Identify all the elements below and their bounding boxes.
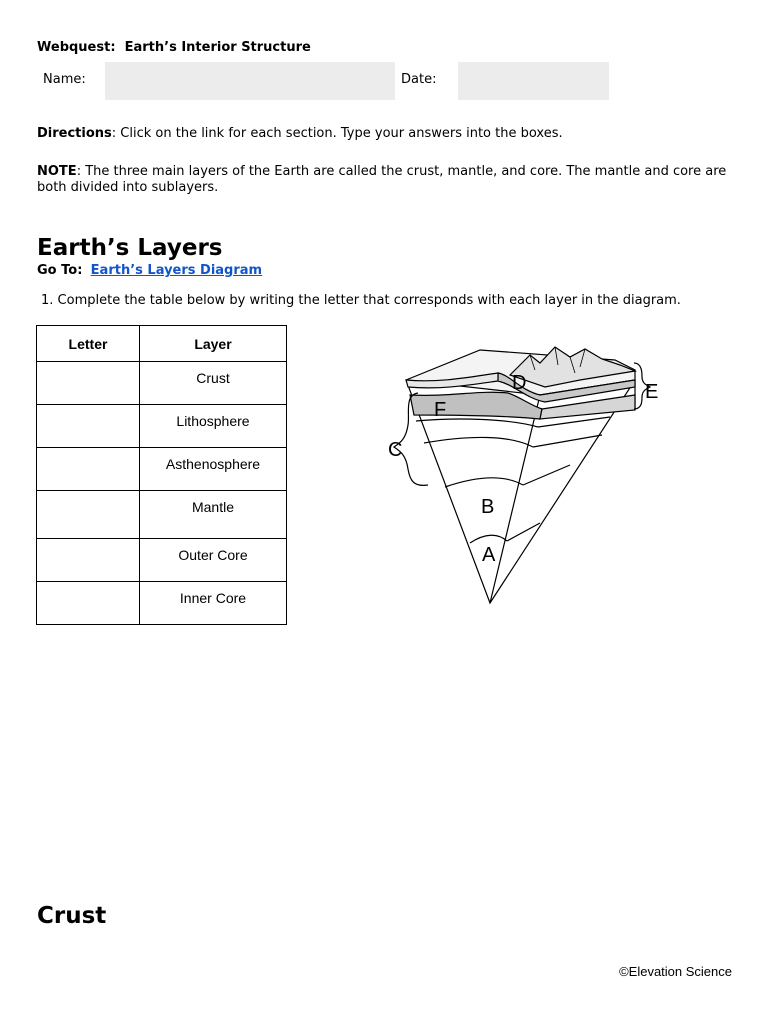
diagram-label-f: F	[434, 399, 447, 421]
note: NOTE: The three main layers of the Earth are called the crust, mantle, and core. The mantle and core are both divided into sublayers.	[37, 164, 727, 195]
column-header-letter: Letter	[37, 326, 140, 362]
diagram-label-c: C	[388, 439, 403, 461]
table-row	[37, 362, 287, 405]
table-row	[37, 539, 287, 582]
diagram-label-d: D	[512, 372, 527, 394]
worksheet-title: Webquest: Earth’s Interior Structure	[37, 40, 311, 55]
table-header-row	[37, 326, 287, 362]
letter-answer-cell[interactable]	[37, 491, 140, 539]
table-row	[37, 582, 287, 625]
mantle-line-2-right	[533, 435, 602, 447]
table-row	[37, 491, 287, 539]
goto-line: Go To: Earth’s Layers Diagram	[37, 263, 263, 278]
table-row	[37, 405, 287, 448]
outer-core-boundary	[445, 478, 523, 487]
directions: Directions: Click on the link for each section. Type your answers into the boxes.	[37, 126, 563, 141]
date-label: Date:	[401, 72, 437, 87]
name-label: Name:	[43, 72, 86, 87]
diagram-label-a: A	[482, 544, 496, 566]
letter-answer-cell[interactable]	[37, 582, 140, 625]
section-heading-earths-layers: Earth’s Layers	[37, 235, 223, 261]
letter-answer-cell[interactable]	[37, 539, 140, 582]
letter-answer-cell[interactable]	[37, 405, 140, 448]
layer-name-cell: Outer Core	[140, 539, 287, 582]
question-1: 1. Complete the table below by writing the letter that corresponds with each layer in the diagram.	[41, 293, 681, 308]
layer-f-band	[410, 392, 542, 419]
column-header-layer: Layer	[140, 326, 287, 362]
inner-core-boundary-right	[507, 523, 540, 541]
table-row	[37, 448, 287, 491]
outer-core-boundary-right	[523, 465, 570, 485]
layer-name-cell: Mantle	[140, 491, 287, 539]
letter-answer-cell[interactable]	[37, 362, 140, 405]
section-heading-crust: Crust	[37, 903, 107, 929]
earths-layers-diagram-link[interactable]: Earth’s Layers Diagram	[90, 263, 263, 278]
name-field[interactable]	[105, 62, 395, 100]
letter-answer-cell[interactable]	[37, 448, 140, 491]
layer-name-cell: Crust	[140, 362, 287, 405]
inner-core-boundary	[470, 535, 507, 543]
earth-layers-diagram	[380, 335, 670, 610]
copyright: ©Elevation Science	[619, 964, 732, 979]
diagram-label-b: B	[481, 496, 495, 518]
layer-name-cell: Inner Core	[140, 582, 287, 625]
diagram-label-e: E	[645, 381, 659, 403]
layer-name-cell: Asthenosphere	[140, 448, 287, 491]
layer-name-cell: Lithosphere	[140, 405, 287, 448]
mantle-line-2	[424, 437, 533, 447]
date-field[interactable]	[458, 62, 609, 100]
layers-table	[36, 325, 287, 625]
